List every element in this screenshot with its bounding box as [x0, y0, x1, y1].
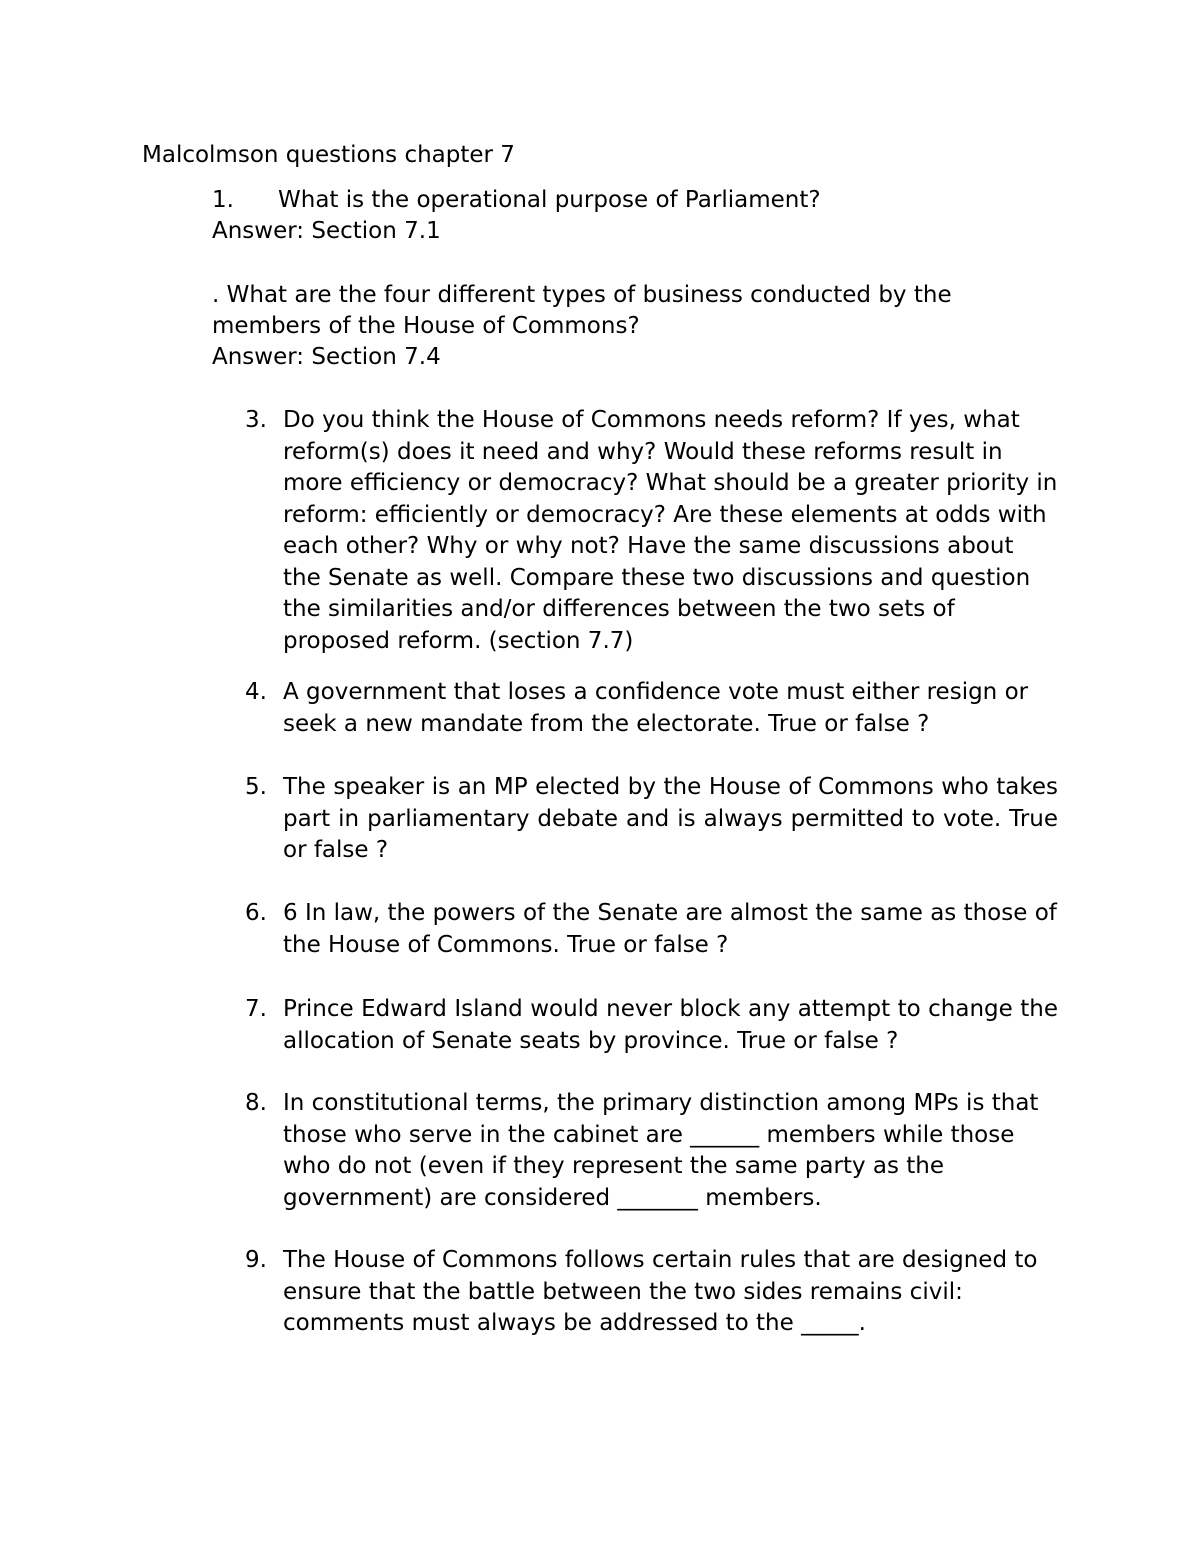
question-text: The House of Commons follows certain rules that are designed to ensure that the battle between the two sides remains civil: comments must always be addressed to the _____.	[283, 1247, 1038, 1336]
question-number: 8.	[245, 1090, 267, 1116]
document-title: Malcolmson questions chapter 7	[142, 142, 515, 168]
question-text: The speaker is an MP elected by the House of Commons who takes part in parliamentary debate and is always permitted to vote. True or false ?	[283, 774, 1058, 863]
question-text: Prince Edward Island would never block any attempt to change the allocation of Senate seats by province. True or false ?	[283, 996, 1058, 1054]
question-number: 7.	[245, 996, 267, 1022]
question-1-answer: Answer: Section 7.1	[212, 218, 441, 244]
question-1-text: What is the operational purpose of Parliament?	[278, 187, 821, 213]
question-text: 6 In law, the powers of the Senate are almost the same as those of the House of Commons. True or false ?	[283, 900, 1057, 958]
question-text: A government that loses a confidence vote must either resign or seek a new mandate from the electorate. True or false ?	[283, 679, 1029, 737]
question-item	[245, 1088, 1061, 1214]
question-item	[245, 772, 1058, 867]
question-item	[245, 898, 1061, 961]
question-number: 3.	[245, 407, 267, 433]
question-item	[245, 1245, 1061, 1340]
question-number: 9.	[245, 1247, 267, 1273]
question-text: In constitutional terms, the primary distinction among MPs is that those who serve in the cabinet are ______ members while those who do not (even if they represent the same party as the government) are considered _______ members.	[283, 1090, 1039, 1211]
question-1-number: 1.	[212, 187, 234, 213]
question-item	[245, 677, 1061, 740]
question-item	[245, 405, 1058, 657]
question-2-line-2: members of the House of Commons?	[212, 313, 640, 339]
question-text: Do you think the House of Commons needs reform? If yes, what reform(s) does it need and why? Would these reforms result in more efficiency or democracy? What should be a greater priority in reform: efficiently or democracy? Are these elements at odds with each other? Why or why not? Have the same discussions about the Senate as well. Compare these two discussions and question the similarities and/or differences between the two sets of proposed reform. (section 7.7)	[283, 407, 1058, 654]
question-number: 4.	[245, 679, 267, 705]
question-item	[245, 994, 1058, 1057]
question-2-answer: Answer: Section 7.4	[212, 344, 441, 370]
question-number: 5.	[245, 774, 267, 800]
question-2-line-1: . What are the four different types of business conducted by the	[212, 282, 952, 308]
question-number: 6.	[245, 900, 267, 926]
